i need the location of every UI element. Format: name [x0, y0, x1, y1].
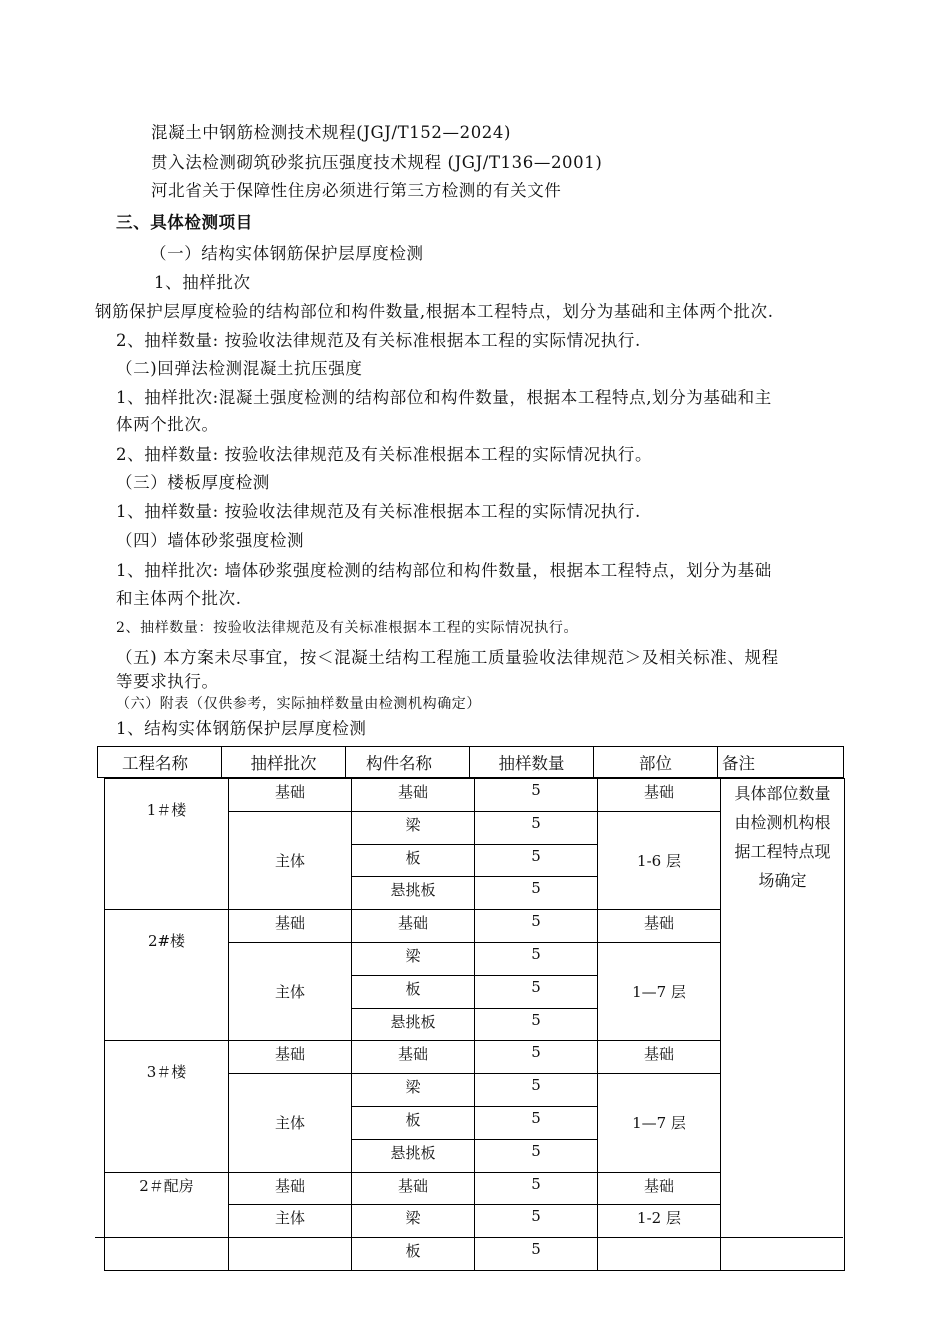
qty-cell: 5	[475, 1008, 598, 1041]
building-name: 2＃配房	[105, 1172, 229, 1270]
sub6-title: （六）附表（仅供参考，实际抽样数量由检测机构确定）	[116, 696, 481, 712]
component-cell: 板	[352, 844, 475, 877]
qty-cell: 5	[475, 779, 598, 812]
sub2-batch-line1: 1、抽样批次:混凝土强度检测的结构部位和构件数量，根据本工程特点,划分为基础和主	[116, 388, 772, 407]
qty-cell: 5	[475, 1172, 598, 1205]
location-cell: 1-6 层	[598, 811, 721, 909]
batch-cell: 基础	[229, 1172, 352, 1205]
table-bottom-rule	[95, 1237, 843, 1238]
qty-cell: 5	[475, 811, 598, 844]
batch-cell: 主体	[229, 942, 352, 1040]
qty-cell: 5	[475, 1074, 598, 1107]
location-cell: 基础	[598, 1041, 721, 1074]
location-cell: 1—7 层	[598, 1074, 721, 1172]
qty-cell: 5	[475, 1139, 598, 1172]
header-project-name: 工程名称	[98, 747, 222, 778]
building-name: 2#楼	[105, 910, 229, 1041]
sub4-batch-line2: 和主体两个批次.	[116, 589, 242, 608]
sub4-title: （四）墙体砂浆强度检测	[116, 531, 305, 550]
component-cell: 基础	[352, 779, 475, 812]
component-cell: 梁	[352, 1074, 475, 1107]
sub2-qty: 2、抽样数量: 按验收法律规范及有关标准根据本工程的实际情况执行。	[116, 445, 653, 464]
table-row	[105, 779, 845, 812]
remarks-note: 具体部位数量由检测机构根据工程特点现场确定	[721, 779, 845, 1271]
table-title: 1、结构实体钢筋保护层厚度检测	[116, 719, 367, 738]
location-cell: 1—7 层	[598, 942, 721, 1040]
sub1-batch-text: 钢筋保护层厚度检验的结构部位和构件数量,根据本工程特点，划分为基础和主体两个批次.	[95, 302, 774, 321]
reference-1: 混凝土中钢筋检测技术规程(JGJ/T152—2024)	[151, 123, 512, 142]
header-row	[98, 747, 844, 778]
sub5-line1: （五) 本方案未尽事宜，按＜混凝土结构工程施工质量验收法律规范＞及相关标准、规程	[116, 648, 779, 667]
sub2-title: （二)回弹法检测混凝土抗压强度	[116, 359, 363, 378]
sub1-batch-label: 1、抽样批次	[154, 273, 251, 292]
header-sample-qty: 抽样数量	[470, 747, 594, 778]
component-cell: 梁	[352, 942, 475, 975]
sub1-qty: 2、抽样数量: 按验收法律规范及有关标准根据本工程的实际情况执行.	[116, 331, 641, 350]
reference-3: 河北省关于保障性住房必须进行第三方检测的有关文件	[151, 181, 562, 200]
sub3-title: （三）楼板厚度检测	[116, 473, 270, 492]
sampling-table	[104, 778, 845, 1271]
component-cell: 悬挑板	[352, 877, 475, 910]
location-cell: 基础	[598, 910, 721, 943]
component-cell: 基础	[352, 1041, 475, 1074]
component-cell: 悬挑板	[352, 1139, 475, 1172]
location-cell: 基础	[598, 1172, 721, 1205]
building-name: 1＃楼	[105, 779, 229, 910]
sub1-title: （一）结构实体钢筋保护层厚度检测	[150, 244, 424, 263]
qty-cell: 5	[475, 942, 598, 975]
qty-cell: 5	[475, 910, 598, 943]
sub4-qty: 2、抽样数量：按验收法律规范及有关标准根据本工程的实际情况执行。	[116, 620, 579, 636]
component-cell: 梁	[352, 811, 475, 844]
header-remarks: 备注	[718, 747, 844, 778]
component-cell: 板	[352, 1238, 475, 1271]
component-cell: 板	[352, 1106, 475, 1139]
reference-2: 贯入法检测砌筑砂浆抗压强度技术规程 (JGJ/T136—2001)	[151, 153, 603, 172]
component-cell: 基础	[352, 1172, 475, 1205]
qty-cell: 5	[475, 844, 598, 877]
header-sampling-batch: 抽样批次	[222, 747, 346, 778]
batch-cell: 主体	[229, 1205, 352, 1271]
batch-cell: 基础	[229, 1041, 352, 1074]
qty-cell: 5	[475, 877, 598, 910]
location-cell: 1-2 层	[598, 1205, 721, 1271]
sub2-batch-line2: 体两个批次。	[116, 415, 219, 434]
header-component: 构件名称	[346, 747, 470, 778]
building-name: 3＃楼	[105, 1041, 229, 1172]
qty-cell: 5	[475, 1041, 598, 1074]
sub5-line2: 等要求执行。	[116, 672, 219, 691]
qty-cell: 5	[475, 975, 598, 1008]
section-title: 三、具体检测项目	[116, 213, 253, 232]
sub3-qty: 1、抽样数量: 按验收法律规范及有关标准根据本工程的实际情况执行.	[116, 502, 641, 521]
table-header	[97, 746, 844, 778]
qty-cell: 5	[475, 1106, 598, 1139]
location-cell: 基础	[598, 779, 721, 812]
batch-cell: 主体	[229, 811, 352, 909]
batch-cell: 基础	[229, 910, 352, 943]
header-location: 部位	[594, 747, 718, 778]
component-cell: 板	[352, 975, 475, 1008]
qty-cell: 5	[475, 1238, 598, 1271]
sub4-batch-line1: 1、抽样批次: 墙体砂浆强度检测的结构部位和构件数量，根据本工程特点，划分为基础	[116, 561, 772, 580]
batch-cell: 主体	[229, 1074, 352, 1172]
component-cell: 基础	[352, 910, 475, 943]
component-cell: 梁	[352, 1205, 475, 1238]
batch-cell: 基础	[229, 779, 352, 812]
component-cell: 悬挑板	[352, 1008, 475, 1041]
qty-cell: 5	[475, 1205, 598, 1238]
